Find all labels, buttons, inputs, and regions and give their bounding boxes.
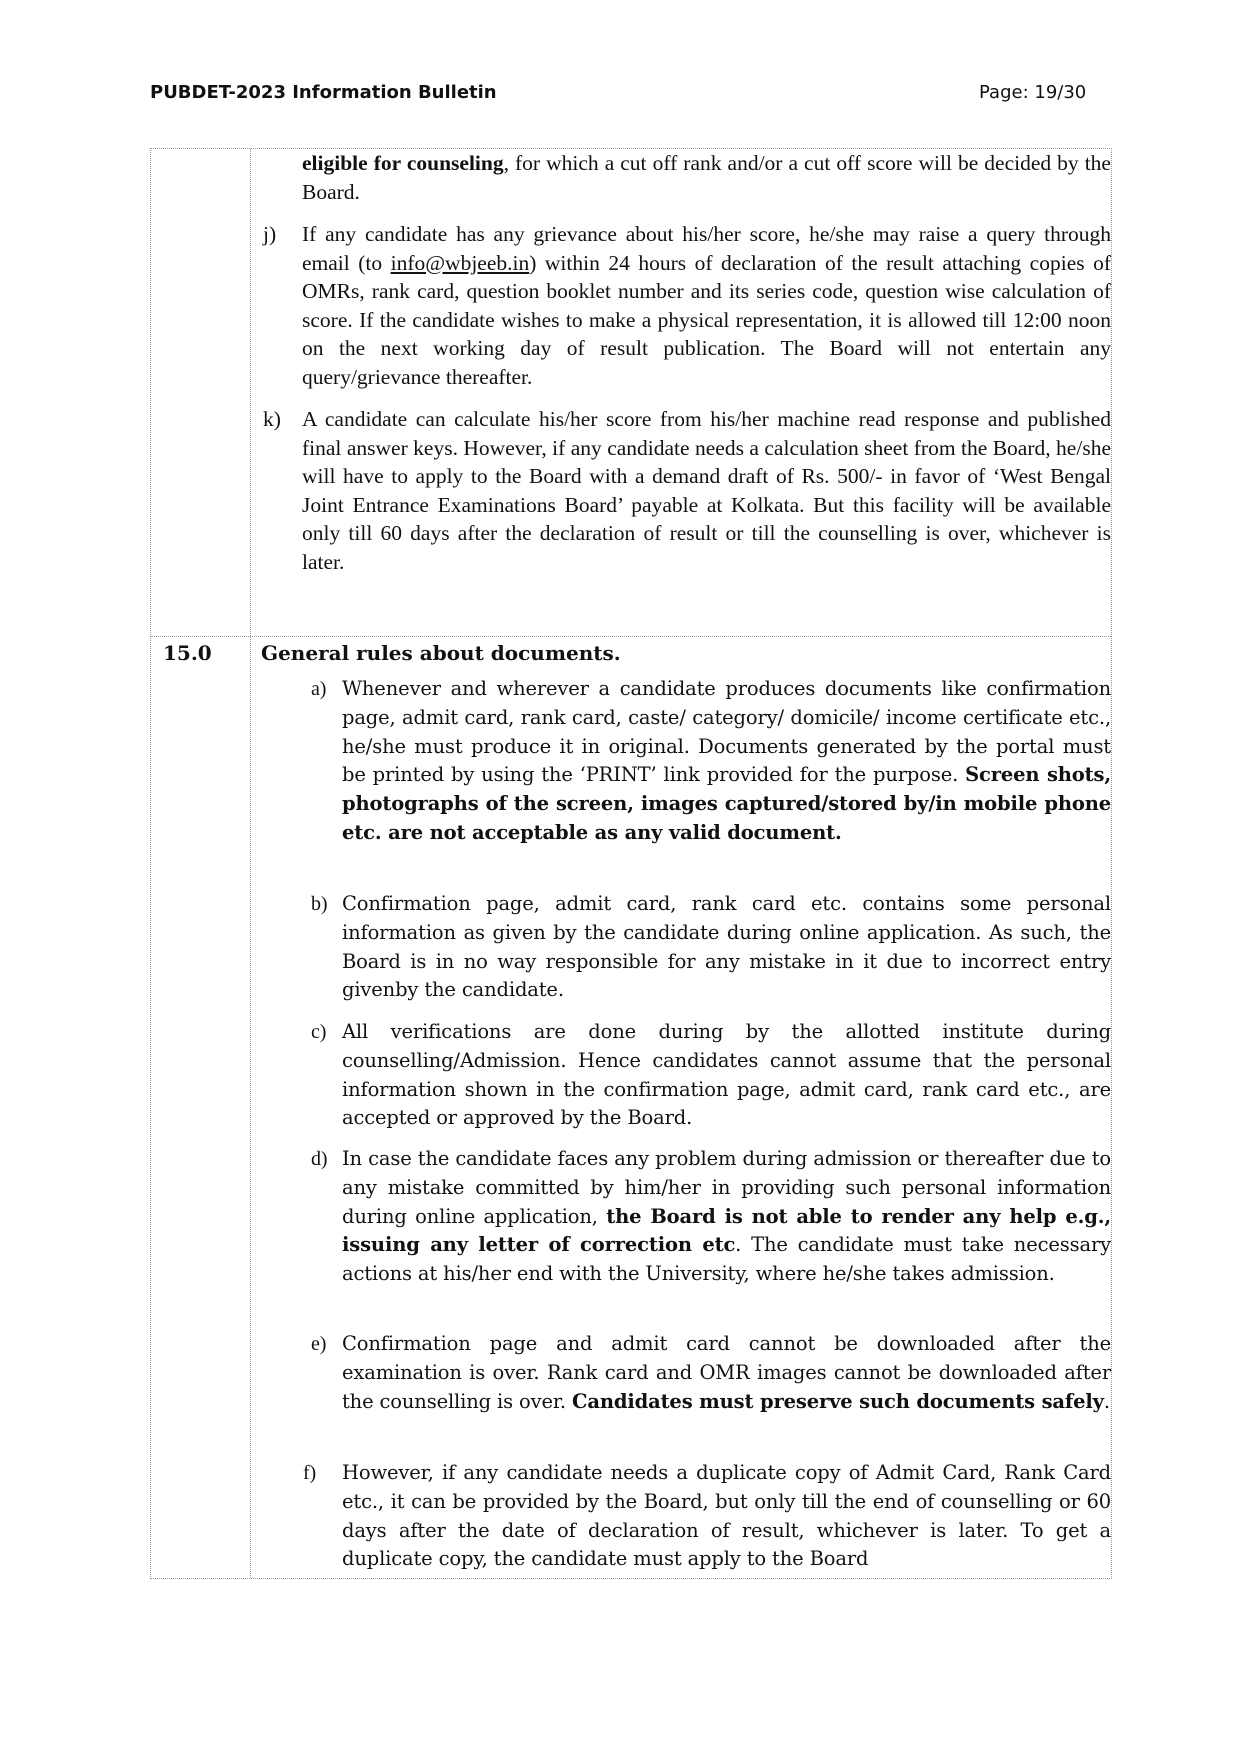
page-number: Page: 19/30 [979, 82, 1087, 103]
item-text: However, if any candidate needs a duplicate copy of Admit Card, Rank Card etc., it can be provided by the Board, but only till the end of counselling or 60 days after the date of declaration of result, whichever is later. To get a duplicate copy, the candidate must apply to the Board [342, 1461, 1111, 1571]
item-text: In case the candidate faces any problem during admission or thereafter due to any mistake committed by him/her in providing such personal information during online application, the Board is not able to render any help e.g., issuing any letter of correction etc. The candidate must take necessary actions at his/her end with the University, where he/she takes admission. [342, 1147, 1111, 1286]
item-text: All verifications are done during by the allotted institute during counselling/Admission. Hence candidates cannot assume that the personal information shown in the confirmation page, admit card, rank card etc., are accepted or approved by the Board. [342, 1020, 1111, 1130]
item-label: d) [311, 1148, 328, 1170]
item-text: Confirmation page and admit card cannot be downloaded after the examination is over. Rank card and OMR images cannot be downloaded after the counselling is over. Candidates must preserve such documents safely. [342, 1332, 1111, 1413]
item-text: Whenever and wherever a candidate produces documents like confirmation page, admit card, rank card, caste/ category/ domicile/ income certificate etc., he/she must produce it in original. Documents generated by the portal must be printed by using the ‘PRINT’ link provided for the purpose. Screen shots, photographs of the screen, images captured/stored by/in mobile phone etc. are not acceptable as any valid document. [342, 677, 1111, 844]
email-link[interactable]: info@wbjeeb.in [390, 250, 530, 275]
continuation-text: , for which a cut off rank and/or a cut off score will be decided by the Board. [302, 151, 1111, 204]
item-text: If any candidate has any grievance about his/her score, he/she may raise a query through email (to info@wbjeeb.in) within 24 hours of declaration of the result attaching copies of OMRs, rank card, question booklet number and its series code, question wise calculation of score. If the candidate wishes to make a physical representation, it is allowed till 12:00 noon on the next working day of result publication. The Board will not entertain any query/grievance thereafter. [302, 222, 1112, 389]
item-text: Confirmation page, admit card, rank card etc. contains some personal information as given by the candidate during online application. As such, the Board is in no way responsible for any mistake in it due to incorrect entry givenby the candidate. [342, 892, 1111, 1002]
item-label: e) [311, 1333, 327, 1355]
item-label: a) [311, 678, 327, 700]
continuation-paragraph [302, 149, 1111, 206]
continuation-bold: eligible for counseling [302, 151, 504, 175]
item-text: A candidate can calculate his/her score from his/her machine read response and published final answer keys. However, if any candidate needs a calculation sheet from the Board, he/she will have to apply to the Board with a demand draft of Rs. 500/- in favor of ‘West Bengal Joint Entrance Examinations Board’ payable at Kolkata. But this facility will be available only till 60 days after the declaration of result or till the counselling is over, whichever is later. [302, 407, 1111, 574]
item-label: k) [263, 407, 281, 431]
content-table [150, 148, 1112, 1579]
item-label: b) [311, 893, 328, 915]
item-label: j) [263, 222, 277, 246]
item-label: c) [311, 1021, 327, 1043]
column-divider [250, 149, 251, 1578]
bulletin-title: PUBDET-2023 Information Bulletin [150, 82, 497, 103]
section-number: 15.0 [163, 641, 212, 665]
section-title: General rules about documents. [261, 641, 621, 665]
bold-notice: Screen shots, photographs of the screen, images captured/stored by/in mobile phone etc. are not acceptable as any valid document. [342, 763, 1111, 844]
item-label: f) [303, 1462, 317, 1484]
bold-notice: Candidates must preserve such documents safely [571, 1389, 1104, 1413]
bold-notice: the Board is not able to render any help e.g., issuing any letter of correction etc [342, 1204, 1111, 1257]
